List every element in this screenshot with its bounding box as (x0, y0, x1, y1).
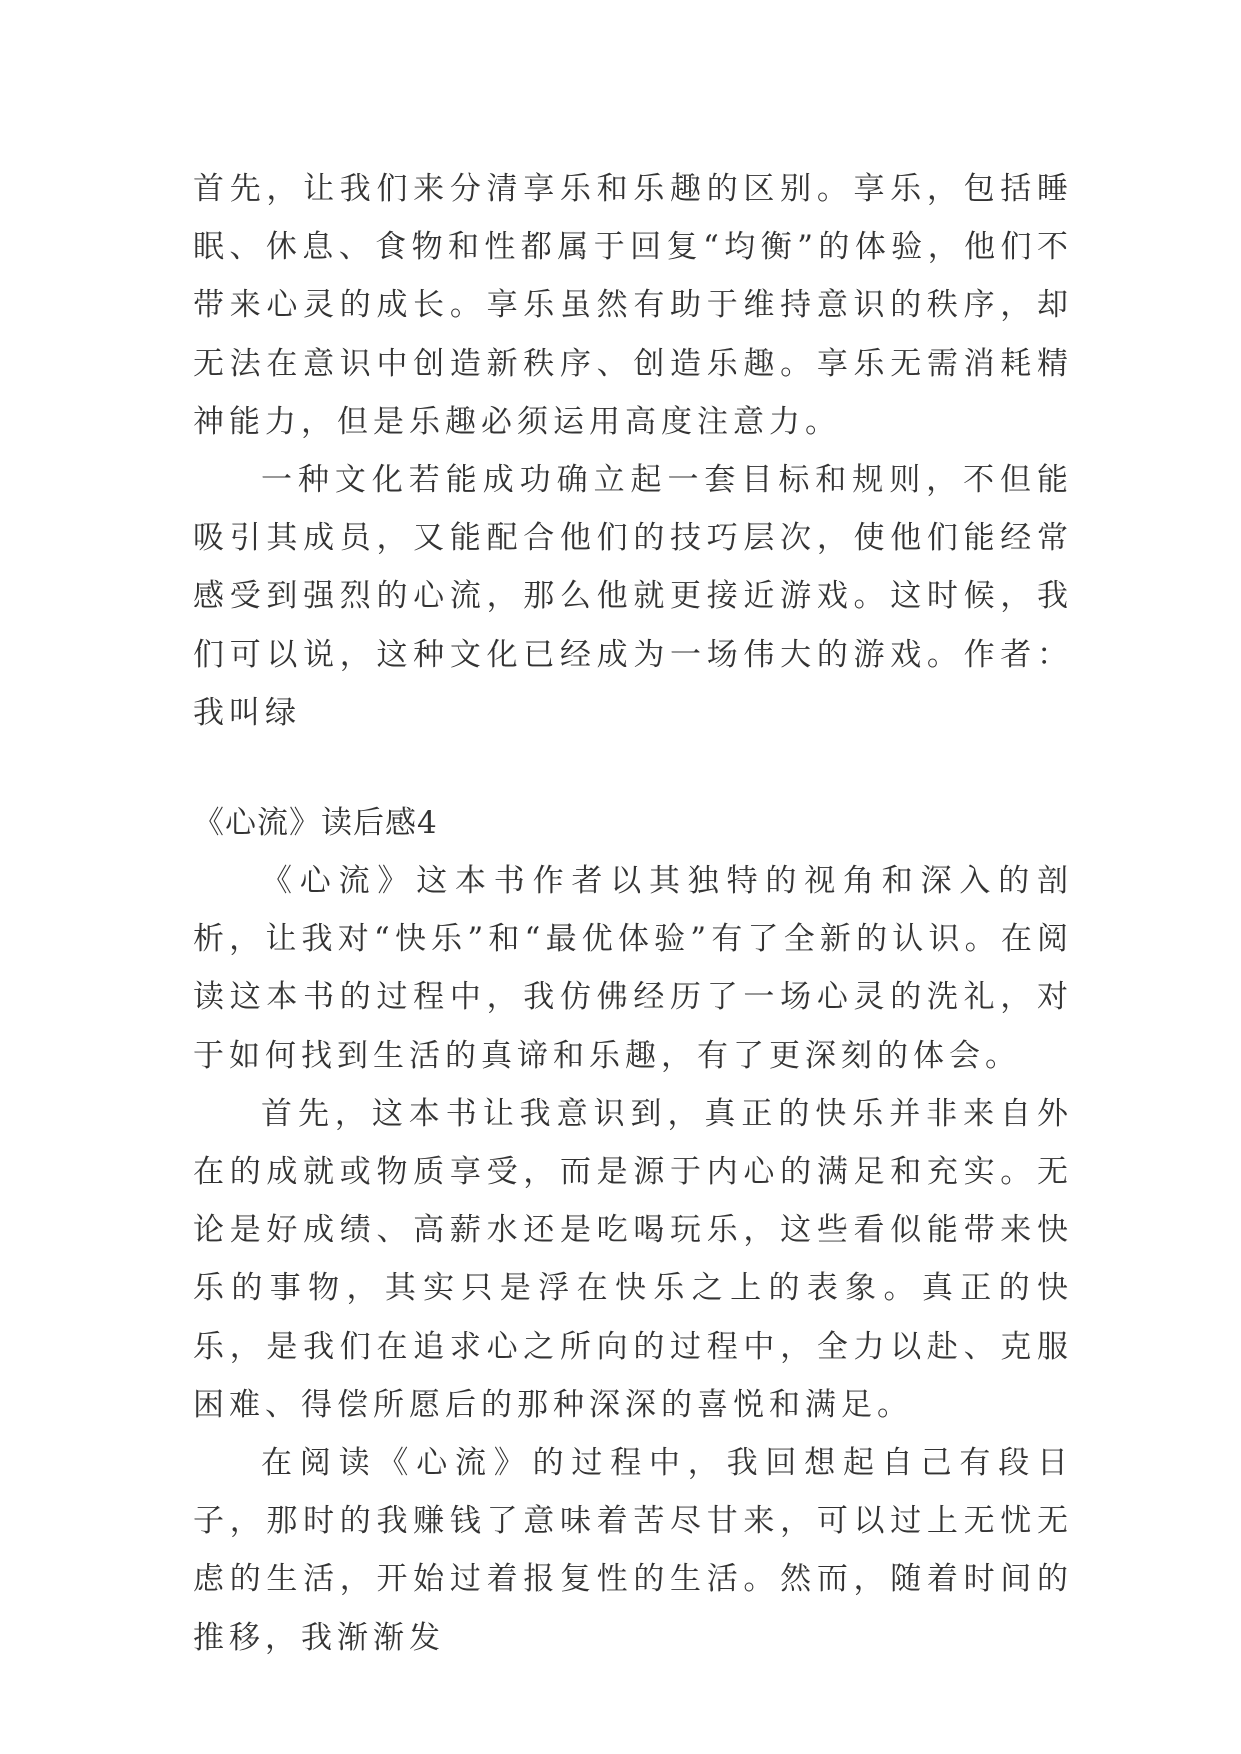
paragraph-true-happiness: 首先，这本书让我意识到，真正的快乐并非来自外在的成就或物质享受，而是源于内心的满足和充实。无论是好成绩、高薪水还是吃喝玩乐，这些看似能带来快乐的事物，其实只是浮在快乐之上的表象。真正的快乐，是我们在追求心之所向的过程中，全力以赴、克服困难、得偿所愿后的那种深深的喜悦和满足。 (193, 1095, 1073, 1423)
paragraph-book-intro: 《心流》这本书作者以其独特的视角和深入的剖析，让我对“快乐”和“最优体验”有了全新的认识。在阅读这本书的过程中，我仿佛经历了一场心灵的洗礼，对于如何找到生活的真谛和乐趣，有了更深刻的体会。 (193, 863, 1073, 1074)
paragraph-personal-reflection: 在阅读《心流》的过程中，我回想起自己有段日子，那时的我赚钱了意味着苦尽甘来，可以过上无忧无虑的生活，开始过着报复性的生活。然而，随着时间的推移，我渐渐发 (193, 1445, 1073, 1656)
section-spacer (193, 742, 1073, 794)
paragraph-pleasure-vs-enjoyment: 首先，让我们来分清享乐和乐趣的区别。享乐，包括睡眠、休息、食物和性都属于回复“均衡”的体验，他们不带来心灵的成长。享乐虽然有助于维持意识的秩序，却无法在意识中创造新秩序、创造乐趣。享乐无需消耗精神能力，但是乐趣必须运用高度注意力。 (193, 171, 1073, 440)
document-body (193, 160, 1073, 1667)
section-heading: 《心流》读后感4 (193, 805, 438, 842)
paragraph-culture-game: 一种文化若能成功确立起一套目标和规则，不但能吸引其成员，又能配合他们的技巧层次，使他们能经常感受到强烈的心流，那么他就更接近游戏。这时候，我们可以说，这种文化已经成为一场伟大的游戏。作者：我叫绿 (193, 462, 1073, 731)
